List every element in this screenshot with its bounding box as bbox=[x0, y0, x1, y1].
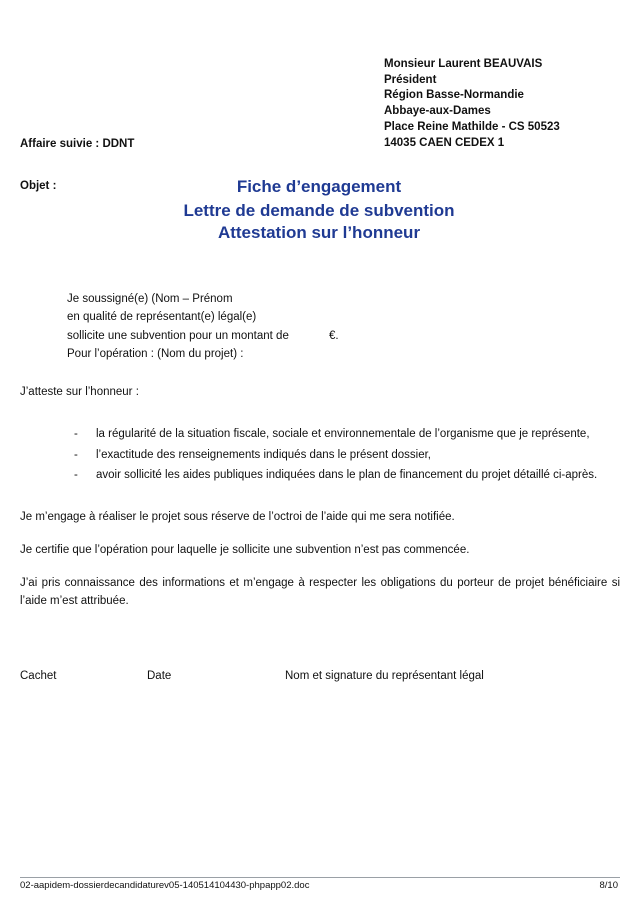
signature-date: Date bbox=[147, 670, 172, 682]
obligations-paragraph: J’ai pris connaissance des informations et m’engage à respecter les obligations du porteur de projet bénéficiaire si l’aide m’est attribuée. bbox=[20, 577, 620, 607]
declaration-line-amount bbox=[67, 327, 339, 345]
objet-label: Objet : bbox=[20, 180, 57, 192]
footer-divider bbox=[20, 877, 620, 878]
title-fiche: Fiche d’engagement bbox=[236, 177, 402, 196]
certification-paragraph: Je certifie que l’opération pour laquelle je sollicite une subvention n’est pas commencée. bbox=[20, 544, 470, 556]
recipient-street: Place Reine Mathilde - CS 50523 bbox=[384, 120, 560, 133]
footer-filename: 02-aapidem-dossierdecandidaturev05-140514104430-phpapp02.doc bbox=[20, 880, 310, 891]
attest-intro: J’atteste sur l’honneur : bbox=[20, 386, 139, 398]
title-lettre: Lettre de demande de subvention bbox=[183, 201, 455, 220]
recipient-name: Monsieur Laurent BEAUVAIS bbox=[384, 58, 543, 70]
bullet-text: avoir sollicité les aides publiques indiquées dans le plan de financement du projet détaillé ci-après. bbox=[96, 469, 598, 481]
bullet-dash: - bbox=[74, 428, 78, 440]
declaration-line-operation: Pour l’opération : (Nom du projet) : bbox=[67, 348, 244, 361]
bullet-text: l’exactitude des renseignements indiqués dans le présent dossier, bbox=[96, 448, 431, 461]
bullet-dash: - bbox=[74, 448, 78, 461]
affaire-suivie: Affaire suivie : DDNT bbox=[20, 138, 135, 150]
declaration-block bbox=[67, 290, 339, 364]
signature-name: Nom et signature du représentant légal bbox=[285, 670, 484, 682]
recipient-organisation: Région Basse-Normandie bbox=[384, 89, 524, 102]
footer-page-number: 8/10 bbox=[599, 880, 618, 891]
bullet-text: la régularité de la situation fiscale, sociale et environnementale de l’organisme que je représente, bbox=[96, 428, 590, 440]
declaration-line-name: Je soussigné(e) (Nom – Prénom bbox=[67, 293, 233, 305]
signature-cachet: Cachet bbox=[20, 670, 57, 682]
recipient-role: Président bbox=[384, 73, 437, 86]
title-attestation: Attestation sur l’honneur bbox=[217, 223, 421, 242]
recipient-address bbox=[384, 57, 560, 151]
amount-label: sollicite une subvention pour un montant de bbox=[67, 329, 289, 342]
recipient-city: 14035 CAEN CEDEX 1 bbox=[384, 136, 505, 149]
recipient-building: Abbaye-aux-Dames bbox=[384, 105, 491, 118]
bullet-dash: - bbox=[74, 469, 78, 481]
currency-symbol: €. bbox=[329, 329, 339, 342]
declaration-line-quality: en qualité de représentant(e) légal(e) bbox=[67, 311, 257, 324]
engagement-paragraph: Je m’engage à réaliser le projet sous réserve de l’octroi de l’aide qui me sera notifiée. bbox=[20, 511, 455, 523]
